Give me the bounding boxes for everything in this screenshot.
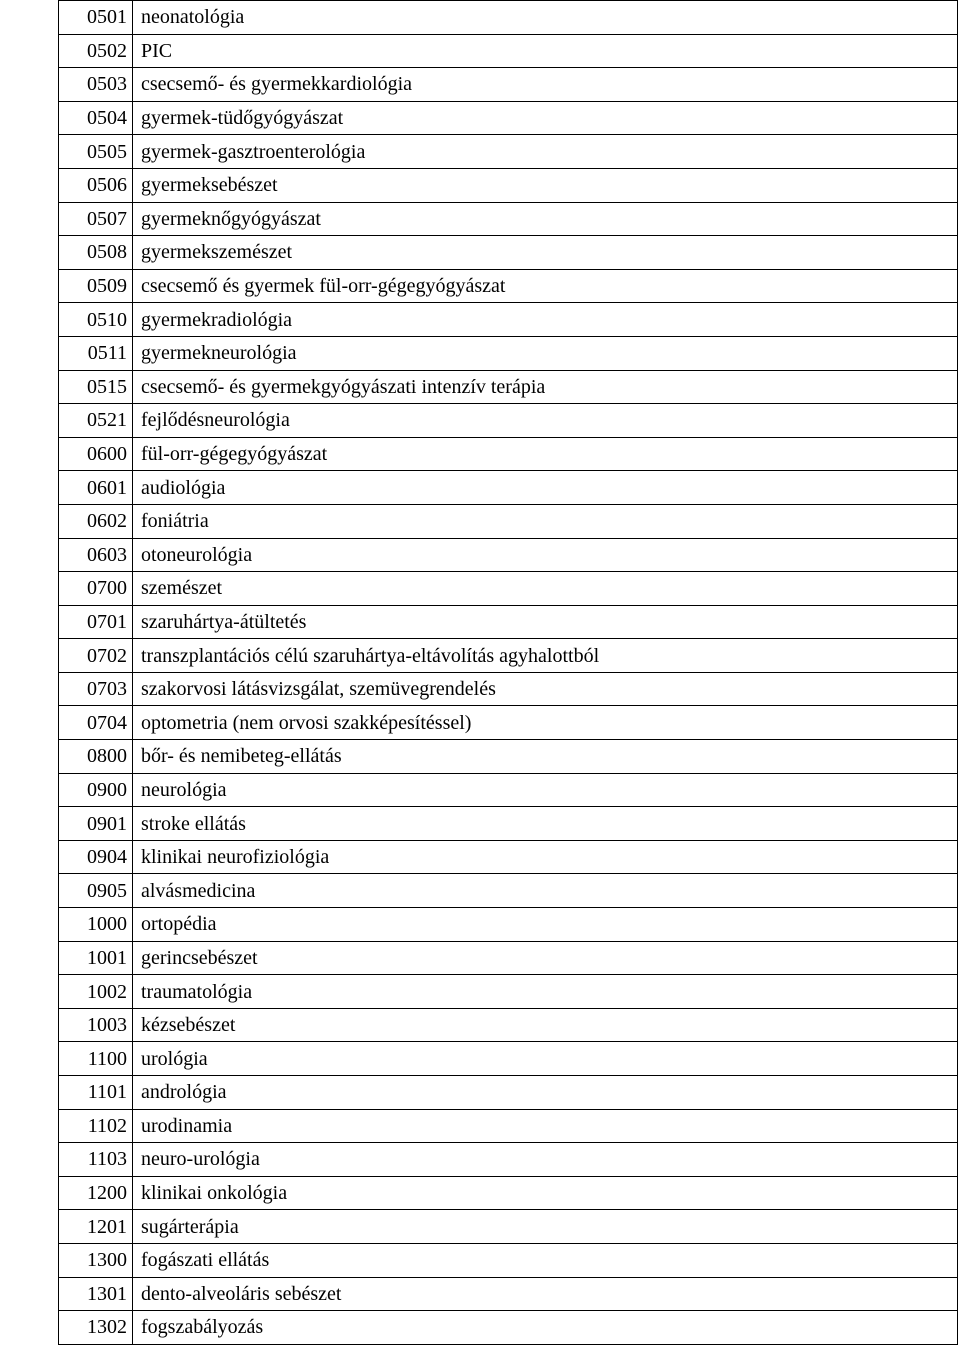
table-row — [59, 1143, 958, 1177]
code-cell: 1001 — [59, 941, 133, 975]
table-row — [59, 471, 958, 505]
table-row — [59, 135, 958, 169]
code-cell: 1301 — [59, 1277, 133, 1311]
table-row — [59, 773, 958, 807]
specialty-name-cell: bőr- és nemibeteg-ellátás — [133, 740, 958, 774]
code-cell: 0603 — [59, 538, 133, 572]
code-cell: 0511 — [59, 336, 133, 370]
specialty-name-cell: gyermekradiológia — [133, 303, 958, 337]
specialty-name-cell: otoneurológia — [133, 538, 958, 572]
code-cell: 1102 — [59, 1109, 133, 1143]
specialty-name-cell: gerincsebészet — [133, 941, 958, 975]
code-cell: 1200 — [59, 1176, 133, 1210]
table-row — [59, 807, 958, 841]
specialty-name-cell: fogászati ellátás — [133, 1243, 958, 1277]
code-cell: 0700 — [59, 572, 133, 606]
table-row — [59, 168, 958, 202]
table-row — [59, 68, 958, 102]
code-cell: 0703 — [59, 672, 133, 706]
table-body — [59, 1, 958, 1345]
specialty-name-cell: csecsemő és gyermek fül-orr-gégegyógyászat — [133, 269, 958, 303]
table-row — [59, 572, 958, 606]
table-row — [59, 1210, 958, 1244]
code-cell: 1003 — [59, 1008, 133, 1042]
code-cell: 1201 — [59, 1210, 133, 1244]
code-cell: 0600 — [59, 437, 133, 471]
code-cell: 0506 — [59, 168, 133, 202]
table-row — [59, 404, 958, 438]
specialty-name-cell: gyermeknőgyógyászat — [133, 202, 958, 236]
table-row — [59, 504, 958, 538]
code-cell: 1101 — [59, 1076, 133, 1110]
specialty-name-cell: neonatológia — [133, 1, 958, 35]
table-row — [59, 34, 958, 68]
specialty-name-cell: ortopédia — [133, 908, 958, 942]
specialty-name-cell: urodinamia — [133, 1109, 958, 1143]
specialty-name-cell: csecsemő- és gyermekkardiológia — [133, 68, 958, 102]
specialty-name-cell: gyermeksebészet — [133, 168, 958, 202]
table-row — [59, 1109, 958, 1143]
code-cell: 0509 — [59, 269, 133, 303]
code-cell: 0504 — [59, 101, 133, 135]
table-row — [59, 269, 958, 303]
table-row — [59, 605, 958, 639]
table-row — [59, 672, 958, 706]
table-row — [59, 1042, 958, 1076]
specialty-name-cell: klinikai neurofiziológia — [133, 840, 958, 874]
code-cell: 0502 — [59, 34, 133, 68]
table-row — [59, 1076, 958, 1110]
specialty-name-cell: neuro-urológia — [133, 1143, 958, 1177]
code-cell: 0507 — [59, 202, 133, 236]
table-row — [59, 202, 958, 236]
code-cell: 1002 — [59, 975, 133, 1009]
specialty-name-cell: stroke ellátás — [133, 807, 958, 841]
specialty-name-cell: sugárterápia — [133, 1210, 958, 1244]
table-row — [59, 1176, 958, 1210]
code-cell: 0702 — [59, 639, 133, 673]
specialty-name-cell: PIC — [133, 34, 958, 68]
code-cell: 0704 — [59, 706, 133, 740]
table-row — [59, 1243, 958, 1277]
table-row — [59, 975, 958, 1009]
code-cell: 0901 — [59, 807, 133, 841]
specialty-name-cell: dento-alveoláris sebészet — [133, 1277, 958, 1311]
table-row — [59, 538, 958, 572]
specialty-name-cell: gyermek-tüdőgyógyászat — [133, 101, 958, 135]
code-cell: 0515 — [59, 370, 133, 404]
specialty-name-cell: traumatológia — [133, 975, 958, 1009]
code-cell: 0521 — [59, 404, 133, 438]
table-row — [59, 706, 958, 740]
specialty-name-cell: szaruhártya-átültetés — [133, 605, 958, 639]
code-cell: 0904 — [59, 840, 133, 874]
table-row — [59, 1277, 958, 1311]
specialty-name-cell: gyermekneurológia — [133, 336, 958, 370]
specialty-name-cell: klinikai onkológia — [133, 1176, 958, 1210]
code-cell: 0501 — [59, 1, 133, 35]
specialty-code-table — [58, 0, 958, 1345]
code-cell: 1300 — [59, 1243, 133, 1277]
code-cell: 0505 — [59, 135, 133, 169]
specialty-name-cell: neurológia — [133, 773, 958, 807]
specialty-name-cell: szemészet — [133, 572, 958, 606]
specialty-name-cell: urológia — [133, 1042, 958, 1076]
specialty-name-cell: andrológia — [133, 1076, 958, 1110]
specialty-name-cell: szakorvosi látásvizsgálat, szemüvegrendelés — [133, 672, 958, 706]
table-row — [59, 236, 958, 270]
code-cell: 0510 — [59, 303, 133, 337]
code-cell: 0508 — [59, 236, 133, 270]
table-row — [59, 740, 958, 774]
table-row — [59, 1, 958, 35]
table-row — [59, 874, 958, 908]
specialty-name-cell: gyermekszemészet — [133, 236, 958, 270]
specialty-name-cell: gyermek-gasztroenterológia — [133, 135, 958, 169]
code-cell: 0601 — [59, 471, 133, 505]
code-cell: 0503 — [59, 68, 133, 102]
table-row — [59, 1008, 958, 1042]
table-row — [59, 941, 958, 975]
table-row — [59, 437, 958, 471]
table-row — [59, 101, 958, 135]
code-cell: 0900 — [59, 773, 133, 807]
specialty-name-cell: optometria (nem orvosi szakképesítéssel) — [133, 706, 958, 740]
code-cell: 1000 — [59, 908, 133, 942]
specialty-name-cell: fejlődésneurológia — [133, 404, 958, 438]
table-row — [59, 1311, 958, 1345]
table-row — [59, 639, 958, 673]
specialty-name-cell: csecsemő- és gyermekgyógyászati intenzív terápia — [133, 370, 958, 404]
code-cell: 0905 — [59, 874, 133, 908]
table-row — [59, 336, 958, 370]
code-cell: 1302 — [59, 1311, 133, 1345]
table-row — [59, 908, 958, 942]
code-cell: 1100 — [59, 1042, 133, 1076]
specialty-name-cell: alvásmedicina — [133, 874, 958, 908]
code-cell: 0602 — [59, 504, 133, 538]
code-cell: 0701 — [59, 605, 133, 639]
specialty-name-cell: audiológia — [133, 471, 958, 505]
code-cell: 0800 — [59, 740, 133, 774]
specialty-name-cell: foniátria — [133, 504, 958, 538]
table-row — [59, 840, 958, 874]
specialty-name-cell: fül-orr-gégegyógyászat — [133, 437, 958, 471]
specialty-name-cell: kézsebészet — [133, 1008, 958, 1042]
table-row — [59, 303, 958, 337]
table-row — [59, 370, 958, 404]
code-cell: 1103 — [59, 1143, 133, 1177]
specialty-name-cell: fogszabályozás — [133, 1311, 958, 1345]
specialty-name-cell: transzplantációs célú szaruhártya-eltávolítás agyhalottból — [133, 639, 958, 673]
